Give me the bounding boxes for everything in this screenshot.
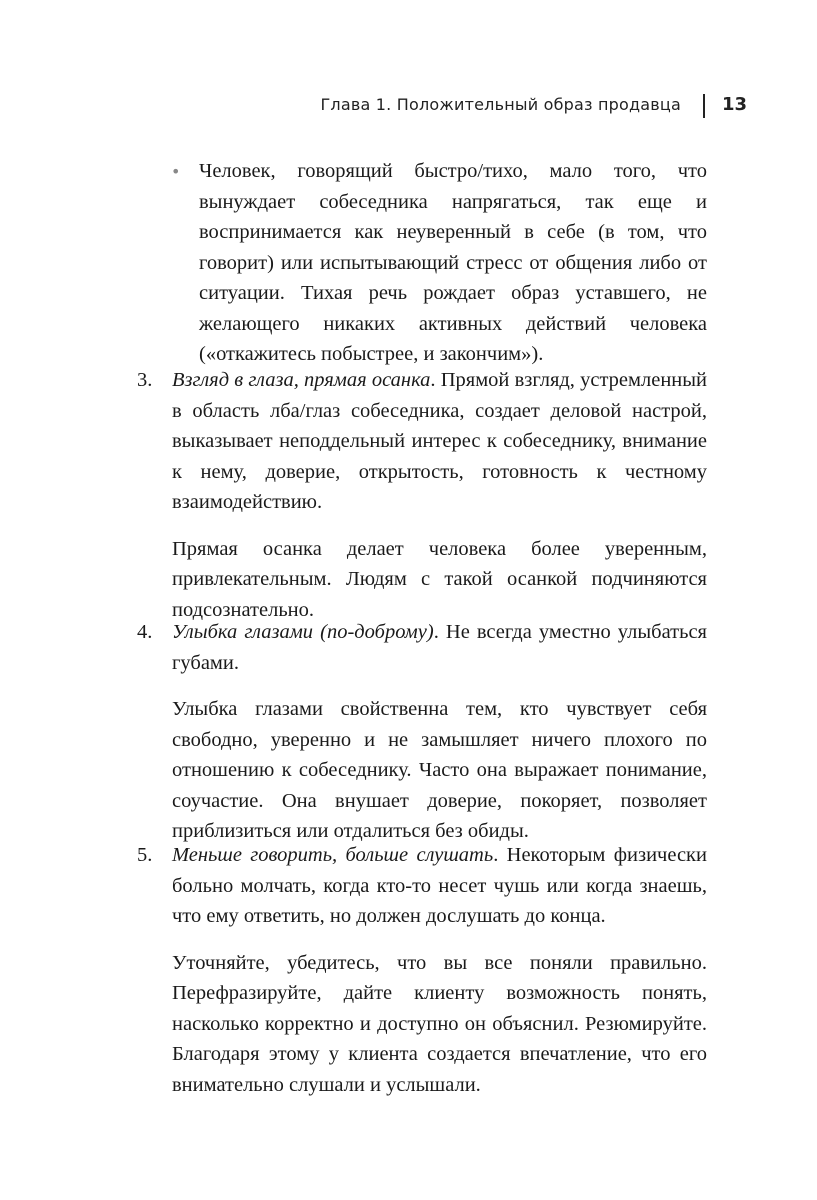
- list-item-3: [172, 365, 707, 625]
- list-item-lead: [172, 617, 707, 678]
- header-divider: [703, 94, 705, 118]
- list-item-4: [172, 617, 707, 847]
- list-item-heading: Улыбка глазами (по-доброму): [172, 621, 434, 643]
- list-item-paragraph: Прямая осанка делает человека более уверенным, привлекательным. Людям с такой осанкой подчиняются подсознательно.: [172, 537, 707, 621]
- bullet-text: Человек, говорящий быстро/тихо, мало того, что вынуждает собеседника напрягаться, так еще и воспринимается как неуверенный в себе (в том, что говорит) или испытывающий стресс от общения либо от ситуации. Тихая речь рождает образ уставшего, не желающего никаких активных действий человека («откажитесь побыстрее, и закончим»).: [199, 160, 707, 365]
- list-number-5: 5.: [137, 844, 153, 866]
- list-item-heading: Взгляд в глаза, прямая осанка: [172, 369, 431, 391]
- list-item-lead-text: . Прямой взгляд, устремленный в область лба/глаз собеседника, создает деловой настрой, выказывает неподдельный интерес к собеседнику, внимание к нему, доверие, открытость, готовность к честному взаимодействию.: [172, 369, 707, 513]
- list-item-lead-text: . Не всегда уместно улыбаться губами.: [172, 621, 707, 674]
- list-item-heading: Меньше говорить, больше слушать: [172, 844, 494, 866]
- chapter-title: Глава 1. Положительный образ продавца: [320, 95, 681, 114]
- bullet-marker: •: [171, 162, 181, 181]
- bullet-paragraph: [199, 156, 707, 370]
- page-number: 13: [722, 94, 748, 115]
- list-item-lead: [172, 365, 707, 518]
- list-item-lead: [172, 840, 707, 932]
- list-number-4: 4.: [137, 621, 153, 643]
- list-item-paragraph: Уточняйте, убедитесь, что вы все поняли правильно. Перефразируйте, дайте клиенту возможность понять, насколько корректно и доступно он объяснил. Резюмируйте. Благодаря этому у клиента создается впечатление, что его внимательно слушали и услышали.: [172, 951, 707, 1096]
- list-item-lead-text: . Некоторым физически больно молчать, когда кто-то несет чушь или когда знаешь, что ему ответить, но должен дослушать до конца.: [172, 844, 707, 927]
- list-item-paragraph: Улыбка глазами свойственна тем, кто чувствует себя свободно, уверенно и не замышляет ничего плохого по отношению к собеседнику. Часто она выражает понимание, соучастие. Она внушает доверие, покоряет, позволяет приблизиться или отдалиться без обиды.: [172, 698, 707, 842]
- list-item-5: [172, 840, 707, 1100]
- running-header: [0, 94, 817, 122]
- list-number-3: 3.: [137, 369, 153, 391]
